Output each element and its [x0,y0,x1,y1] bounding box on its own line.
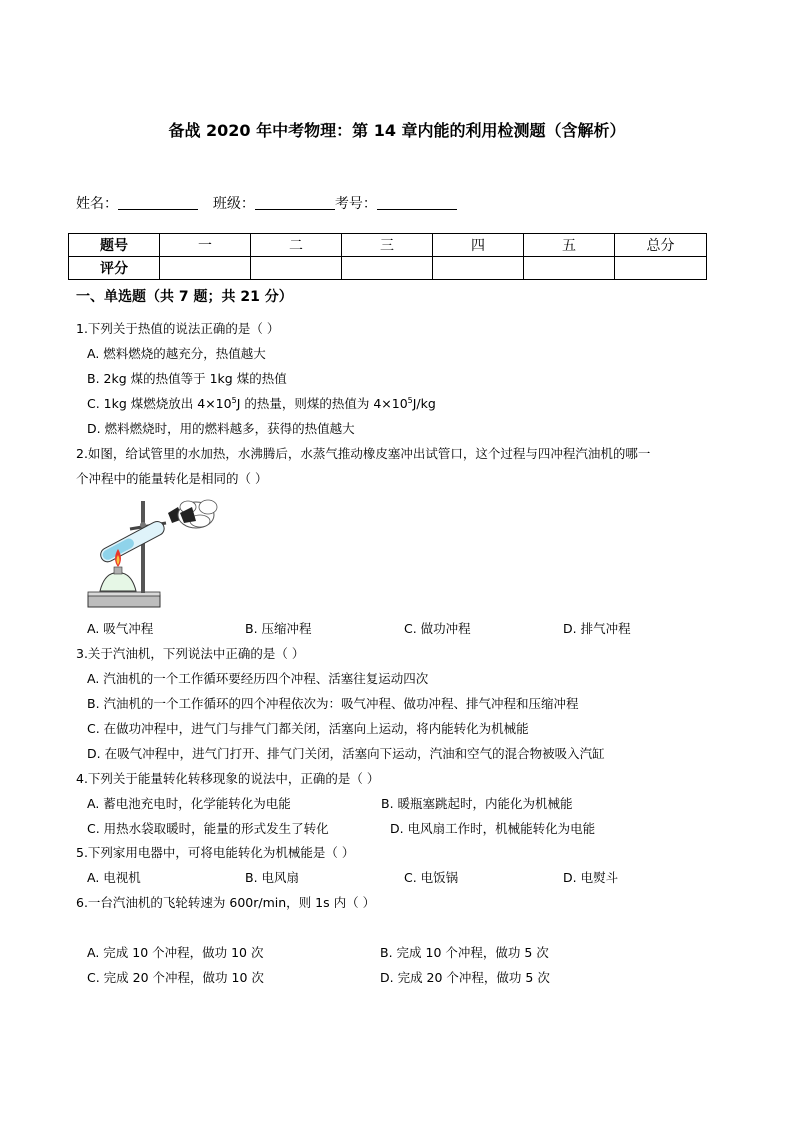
question-1-stem: 1.下列关于热值的说法正确的是（ ） [76,321,280,336]
question-3-option-d[interactable]: D. 在吸气冲程中，进气门打开、排气门关闭，活塞向下运动，汽油和空气的混合物被吸入汽缸 [87,746,605,761]
class-blank[interactable] [255,195,335,210]
score-cell-3[interactable] [342,257,433,280]
question-1-option-b[interactable]: B. 2kg 煤的热值等于 1kg 煤的热值 [87,371,287,386]
question-4-option-d[interactable]: D. 电风扇工作时，机械能转化为电能 [390,821,596,836]
name-label: 姓名： [76,196,118,212]
question-1-option-c[interactable] [87,394,436,412]
question-5-options [0,868,794,886]
question-5-option-c[interactable]: C. 电饭锅 [404,870,459,885]
question-3-option-a[interactable]: A. 汽油机的一个工作循环要经历四个冲程、活塞往复运动四次 [87,671,429,686]
header-cell-1: 一 [160,234,251,257]
question-5-option-a[interactable]: A. 电视机 [87,870,141,885]
question-4-option-a[interactable]: A. 蓄电池充电时，化学能转化为电能 [87,796,291,811]
option-c-exponent-2: 5 [407,395,413,405]
question-5-option-b[interactable]: B. 电风扇 [245,870,300,885]
question-4-stem: 4.下列关于能量转化转移现象的说法中，正确的是（ ） [76,771,380,786]
question-6-options-row-2 [0,968,794,986]
question-6-options-row-1 [0,943,794,961]
score-table [68,233,707,280]
name-blank[interactable] [118,195,198,210]
question-6-option-d[interactable]: D. 完成 20 个冲程，做功 5 次 [380,970,550,985]
score-cell-5[interactable] [524,257,615,280]
header-cell-total: 总分 [615,234,707,257]
question-6-option-a[interactable]: A. 完成 10 个冲程，做功 10 次 [87,945,264,960]
test-tube-heating-illustration [84,495,224,613]
score-cell-4[interactable] [433,257,524,280]
score-table-header-row [69,234,707,257]
section-title: 一、单选题（共 7 题；共 21 分） [76,289,293,305]
question-6-option-b[interactable]: B. 完成 10 个冲程，做功 5 次 [380,945,549,960]
question-5-stem: 5.下列家用电器中，可将电能转化为机械能是（ ） [76,845,355,860]
student-info-line [76,193,457,213]
option-c-exponent-1: 5 [231,395,237,405]
question-4-options-row-2 [0,819,794,837]
question-2-stem-line-1: 2.如图，给试管里的水加热，水沸腾后，水蒸气推动橡皮塞冲出试管口，这个过程与四冲程汽油机的哪一 [76,446,651,461]
page-title: 备战 2020 年中考物理：第 14 章内能的利用检测题（含解析） [168,121,626,140]
header-cell-4: 四 [433,234,524,257]
score-cell-2[interactable] [251,257,342,280]
question-1-option-d[interactable]: D. 燃料燃烧时，用的燃料越多，获得的热值越大 [87,421,355,436]
question-1-option-a[interactable]: A. 燃料燃烧的越充分，热值越大 [87,346,266,361]
score-cell-total[interactable] [615,257,707,280]
question-6-stem: 6.一台汽油机的飞轮转速为 600r/min，则 1s 内（ ） [76,895,376,910]
header-cell-question-number: 题号 [69,234,160,257]
score-cell-1[interactable] [160,257,251,280]
header-cell-2: 二 [251,234,342,257]
question-2-option-b[interactable]: B. 压缩冲程 [245,621,312,636]
question-2-option-c[interactable]: C. 做功冲程 [404,621,471,636]
question-3-option-c[interactable]: C. 在做功冲程中，进气门与排气门都关闭，活塞向上运动，将内能转化为机械能 [87,721,529,736]
option-c-text-3: J/kg [412,396,436,411]
question-4-option-c[interactable]: C. 用热水袋取暖时，能量的形式发生了转化 [87,821,329,836]
question-2-option-d[interactable]: D. 排气冲程 [563,621,631,636]
question-5-option-d[interactable]: D. 电熨斗 [563,870,619,885]
header-cell-5: 五 [524,234,615,257]
question-4-options-row-1 [0,794,794,812]
question-6-option-c[interactable]: C. 完成 20 个冲程，做功 10 次 [87,970,264,985]
header-cell-3: 三 [342,234,433,257]
question-3-stem: 3.关于汽油机，下列说法中正确的是（ ） [76,646,305,661]
score-row-label: 评分 [69,257,160,280]
exam-number-blank[interactable] [377,195,457,210]
question-2-options [0,619,794,637]
question-3-option-b[interactable]: B. 汽油机的一个工作循环的四个冲程依次为：吸气冲程、做功冲程、排气冲程和压缩冲程 [87,696,579,711]
question-2-option-a[interactable]: A. 吸气冲程 [87,621,154,636]
exam-number-label: 考号： [334,196,377,212]
score-table-score-row [69,257,707,280]
option-c-text-1: C. 1kg 煤燃烧放出 4×10 [87,396,232,411]
question-4-option-b[interactable]: B. 暖瓶塞跳起时，内能化为机械能 [381,796,573,811]
option-c-text-2: J 的热量，则煤的热值为 4×10 [236,396,408,411]
class-label: 班级： [212,196,255,212]
question-2-stem-line-2: 个冲程中的能量转化是相同的（ ） [76,471,268,486]
